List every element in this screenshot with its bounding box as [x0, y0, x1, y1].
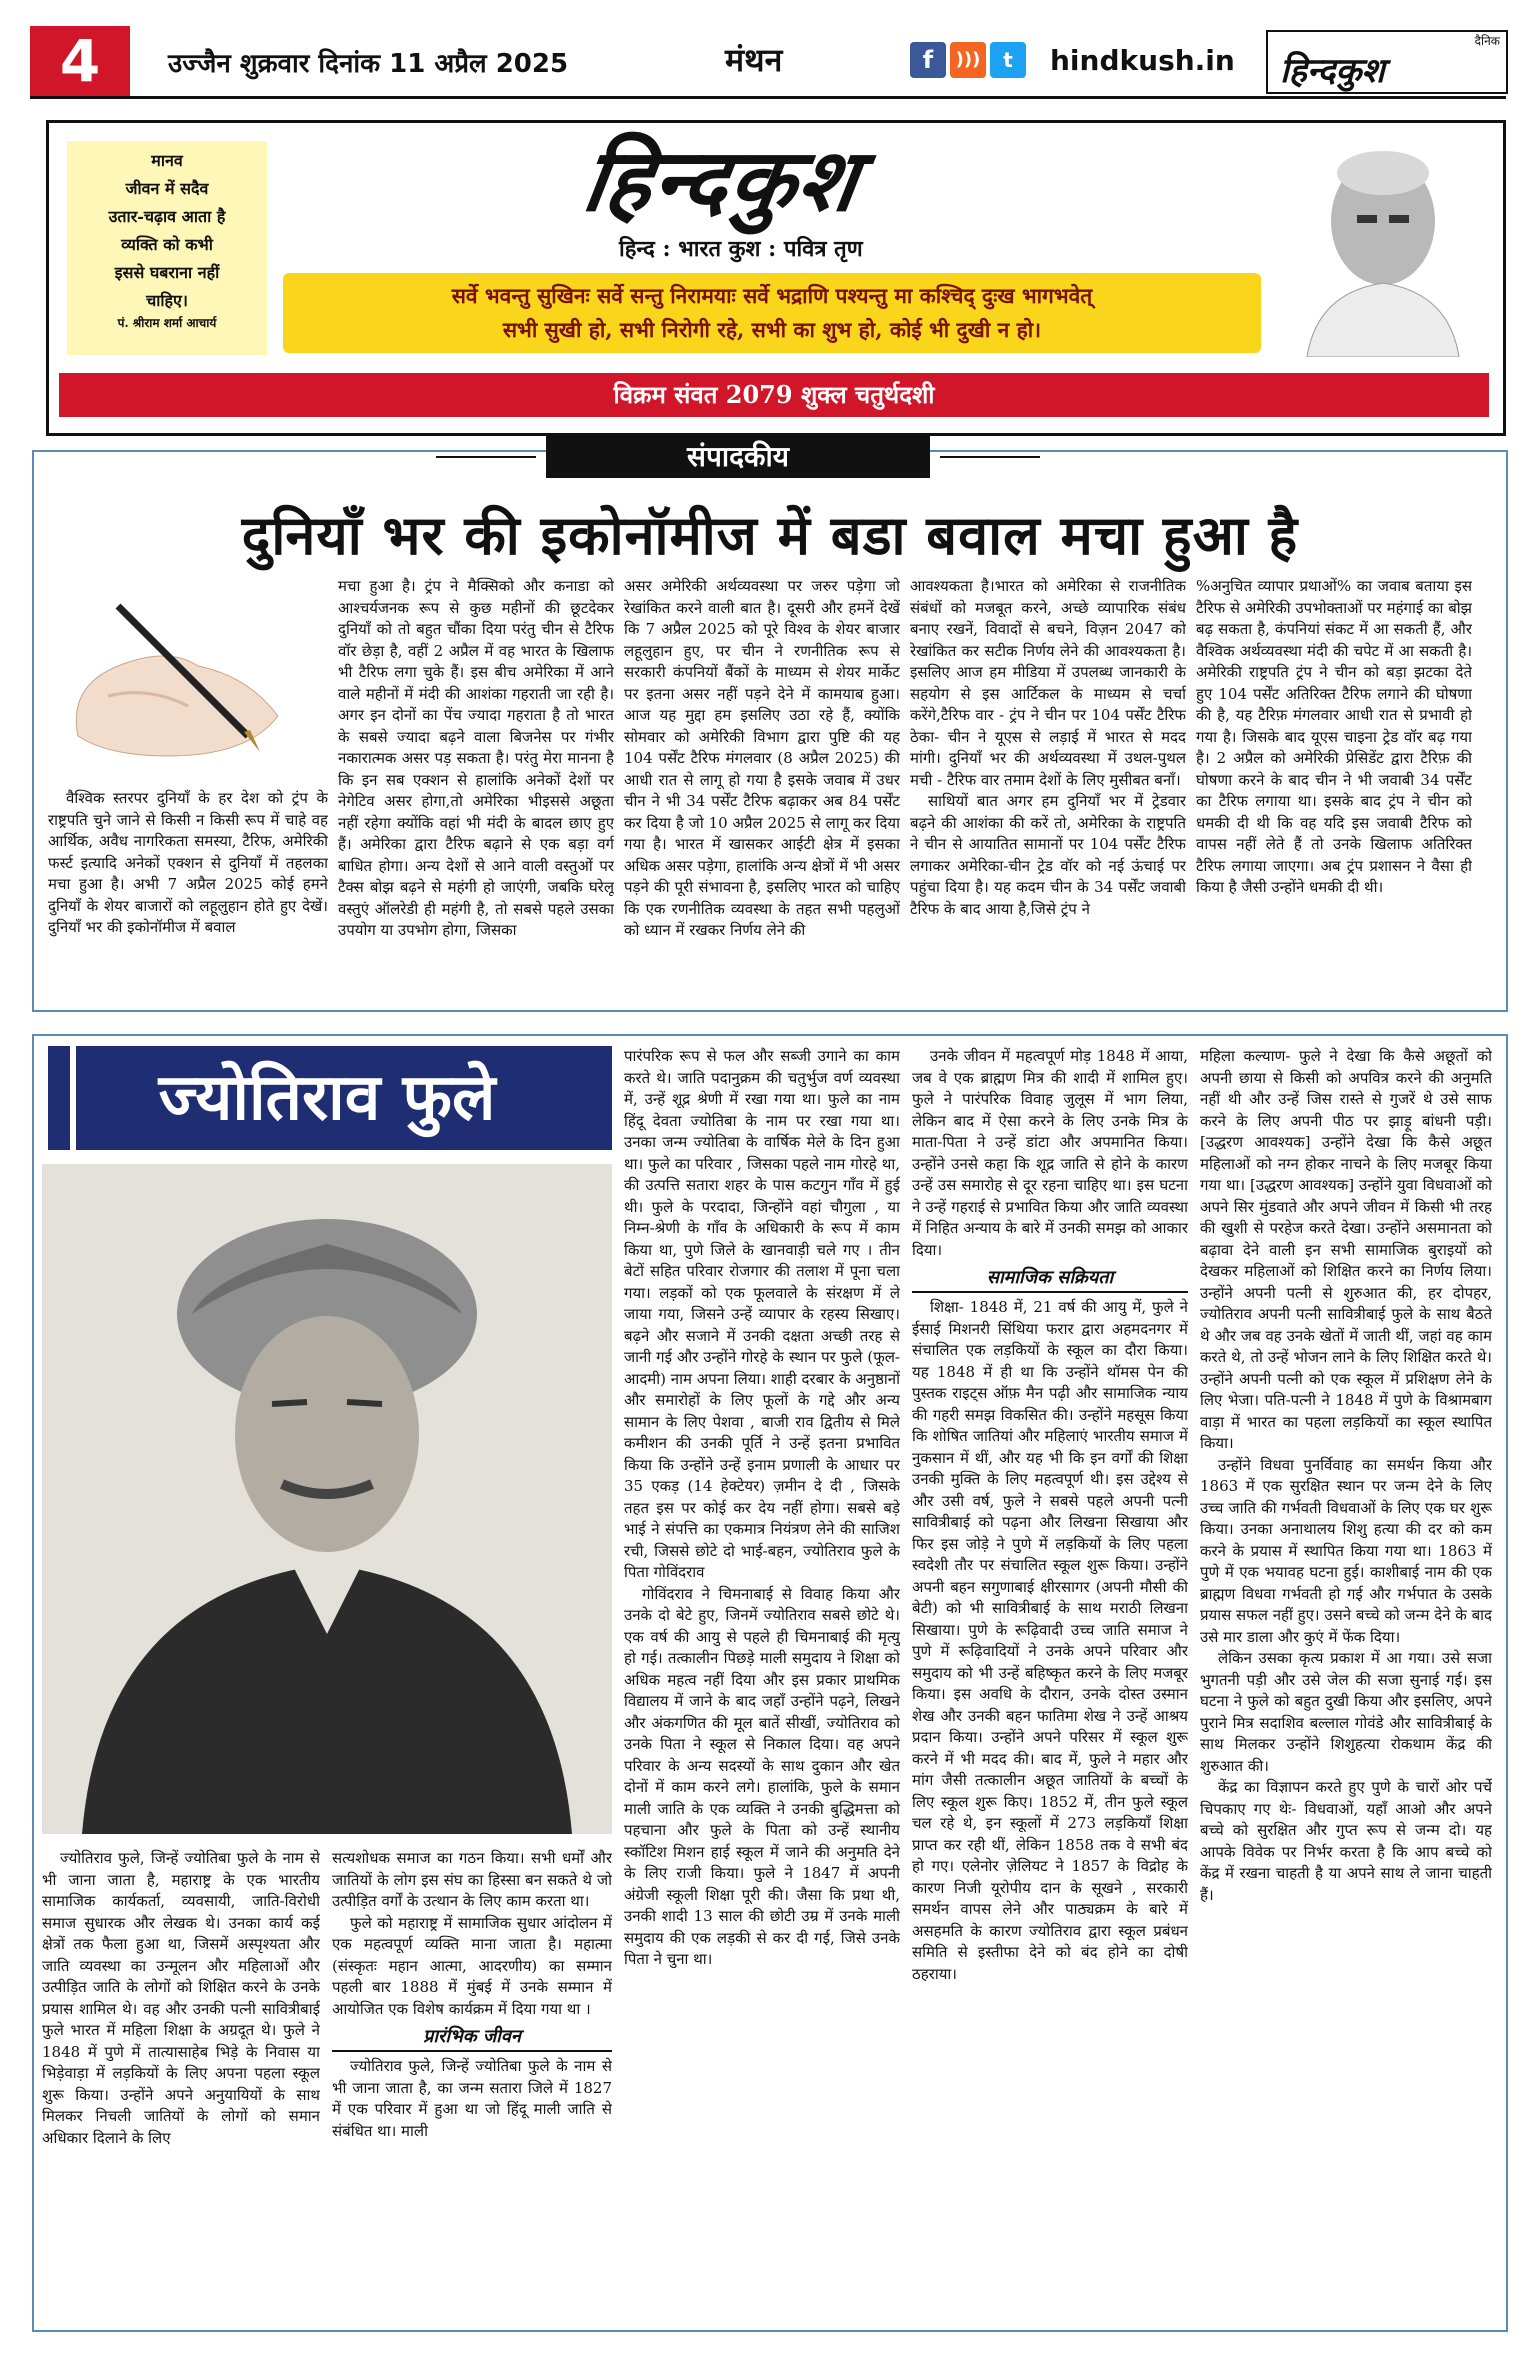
shloka-banner — [283, 273, 1261, 353]
samvat-band: विक्रम संवत 2079 शुक्ल चतुर्थदशी — [59, 373, 1489, 417]
article-col-4 — [912, 1046, 1188, 2324]
paragraph: गोविंदराव ने चिमनाबाई से विवाह किया और उनके दो बेटे हुए, जिनमें ज्योतिराव सबसे छोटे थे। एक वर्ष की आयु से पहले ही चिमनाबाई की मृत्यु हो गई। तत्कालीन पिछड़े माली समुदाय ने शिक्षा को अधिक महत्व नहीं दिया और इस प्रकार प्राथमिक विद्यालय में जाने के बाद जहाँ उन्होंने पढ़ने, लिखने और अंकगणित की मूल बातें सीखीं, ज्योतिराव को उनके पिता ने स्कूल से निकाल दिया। वह अपने परिवार के अन्य सदस्यों के साथ दुकान और खेत दोनों में काम करने लगे। हालांकि, फुले के समान माली जाति के एक व्यक्ति ने उनकी बुद्धिमत्ता को पहचाना और फुले के पिता को उन्हें स्थानीय स्कॉटिश मिशन हाई स्कूल में जाने की अनुमति देने के लिए राजी किया। फुले ने 1847 में अपनी अंग्रेजी स्कूली शिक्षा पूरी की। जैसा कि प्रथा थी, उनकी शादी 13 साल की छोटी उम्र में उनके माली समुदाय की एक लड़की से कर दी गई, जिसे उनके पिता ने चुना था। — [624, 1584, 900, 1968]
article-title-block — [42, 1046, 612, 1150]
quote-line: व्यक्ति को कभी — [121, 235, 213, 254]
paragraph: उन्होंने विधवा पुनर्विवाह का समर्थन किया और 1863 में एक सुरक्षित स्थान पर जन्म देने के लिए उच्च जाति की गर्भवती विधवाओं के लिए एक घर शुरू किया। उनका अनाथालय शिशु हत्या की दर को कम करने के प्रयास में स्थापित किया गया था। 1863 में पुणे में एक भयावह घटना हुई। काशीबाई नाम की एक ब्राह्मण विधवा गर्भवती हो गई और गर्भपात के उसके प्रयास सफल नहीं हुए। उसने बच्चे को जन्म देने के बाद उसे मार डाला और कुएं में फेंक दिया। — [1200, 1455, 1492, 1646]
editorial-col-2 — [338, 576, 614, 1000]
editorial-box — [32, 440, 1508, 1012]
quote-line: चाहिए। — [146, 291, 188, 310]
article-col-3 — [624, 1046, 900, 2324]
quote-line: जीवन में सदैव — [125, 179, 209, 198]
paragraph: फुले को महाराष्ट्र में सामाजिक सुधार आंदोलन में एक महत्वपूर्ण व्यक्ति माना जाता है। महात्मा (संस्कृतः महान आत्मा, आदरणीय) का सम्मान पहली बार 1888 में मुंबई में उनके सम्मान में आयोजित एक विशेष कार्यक्रम में दिया गया था । — [332, 1913, 612, 2018]
section-name: मंथन — [725, 41, 783, 79]
paragraph: आवश्यकता है।भारत को अमेरिका से राजनीतिक संबंधों को मजबूत करने, अच्छे व्यापारिक संबंध बनाए रखनें, विवादों से बचने, विज़न 2047 को रेखांकित कर सटीक निर्णय लेने की आवश्यकता है।इसलिए आज हम मीडिया में उपलब्ध जानकारी के सहयोग से इस आर्टिकल के माध्यम से चर्चा करेंगे,टैरिफ वार - ट्रंप ने चीन पर 104 पर्सेंट टैरिफ ठेका- चीन ने यूएस से लड़ाई में भारत से मदद मांगी। दुनियाँ भर की अर्थव्यवस्था में उथल-पुथल मची - टैरिफ वार तमाम देशों के लिए मुसीबत बनाँ। — [910, 577, 1186, 789]
phule-portrait-photo — [42, 1164, 612, 1834]
paragraph: वैश्विक स्तरपर दुनियाँ के हर देश को ट्रंप के राष्ट्रपति चुने जाने से किसी न किसी रूप में चाहे वह आर्थिक, अवैध नागरिकता समस्या, टैरिफ, अमेरिकी फर्स्ट इत्यादि अनेकों एक्शन से दुनियाँ में तहलका मचा हुआ है। अभी 7 अप्रैल 2025 कोई हमने दुनियाँ के शेयर बाजारों को लहूलुहान होते हुए देखें। दुनियाँ भर की इकोनॉमीज में बवाल — [48, 789, 328, 936]
paragraph: सत्यशोधक समाज का गठन किया। सभी धर्मों और जातियों के लोग इस संघ का हिस्सा बन सकते थे जो उत्पीड़ित वर्गों के उत्थान के लिए काम करता था। — [332, 1849, 612, 1910]
masthead-logo: हिन्दकुश — [576, 130, 866, 231]
page-number: 4 — [30, 26, 130, 96]
subheading-social-activism: सामाजिक सक्रियता — [912, 1265, 1188, 1293]
editorial-headline: दुनियाँ भर की इकोनॉमीज में बडा बवाल मचा हुआ है — [241, 503, 1299, 567]
founder-portrait — [1277, 133, 1489, 357]
paragraph: %अनुचित व्यापार प्रथाओं% का जवाब बताया इस टैरिफ से अमेरिकी उपभोक्ताओं पर महंगाई का बोझ बढ़ सकता है, कंपनियां संकट में आ सकती हैं, और वैश्विक अर्थव्यवस्था मंदी की चपेट में आ सकती है। अमेरिकी राष्ट्रपति ट्रंप ने चीन को बड़ा झटका देते हुए 104 पर्सेंट अतिरिक्त टैरिफ लगाने की घोषणा की है, यह टैरिफ़ मंगलवार आधी रात से प्रभावी हो गया है। जिसके बाद यूएस चाइना ट्रेड वॉर बढ़ गया है। 2 अप्रैल को अमेरिकी प्रेसिडेंट द्वारा टैरिफ़ की घोषणा करने के बाद चीन ने भी जवाबी 34 पर्सेंट का टैरिफ लगाया था। इसके बाद ट्रंप ने चीन को धमकी दी थी कि वह यदि इस जवाबी टैरिफ को वापस नहीं लेते हैं तो उनके खिलाफ अतिरिक्त टैरिफ लगाया जाएगा। अब ट्रंप प्रशासन ने वैसा ही किया है जैसी उन्होंने धमकी दी थी। — [1196, 577, 1472, 896]
quote-line: इससे घबराना नहीं — [114, 263, 220, 282]
dateline: उज्जैन शुक्रवार दिनांक 11 अप्रैल 2025 — [168, 49, 569, 79]
subheading-early-life: प्रारंभिक जीवन — [332, 2024, 612, 2052]
paragraph: ज्योतिराव फुले, जिन्हें ज्योतिबा फुले के नाम से भी जाना जाता है, महाराष्ट्र के एक भारतीय सामाजिक कार्यकर्ता, व्यवसायी, जाति-विरोधी समाज सुधारक और लेखक थे। उनका कार्य कई क्षेत्रों तक फैला हुआ था, जिसमें अस्पृश्यता और जाति व्यवस्था का उन्मूलन और महिलाओं और उत्पीड़ित जाति के लोगों को शिक्षित करने के उनके प्रयास शामिल थे। वह और उनकी पत्नी सावित्रीबाई फुले भारत में महिला शिक्षा के अग्रदूत थे। फुले ने 1848 में पुणे में तात्यासाहेब भिड़े के निवास या भिड़ेवाड़ा में लड़कियों के लिए अपना पहला स्कूल शुरू किया। उन्होंने अपने अनुयायियों के साथ मिलकर निचली जातियों के लोगों को समान अधिकार दिलाने के लिए — [42, 1849, 320, 2147]
editorial-col-3 — [624, 576, 900, 1000]
rss-icon[interactable]: ))) — [950, 42, 986, 78]
article-col-2 — [332, 1848, 612, 2324]
facebook-icon[interactable]: f — [910, 42, 946, 78]
paragraph: उनके जीवन में महत्वपूर्ण मोड़ 1848 में आया, जब वे एक ब्राह्मण मित्र की शादी में शामिल हुए। फुले ने पारंपरिक विवाह जुलूस में भाग लिया, लेकिन बाद में ऐसा करने के लिए उनके मित्र के माता-पिता ने उन्हें डांटा और अपमानित किया। उन्होंने उनसे कहा कि शूद्र जाति से होने के कारण उन्हें उस समारोह से दूर रहना चाहिए था। इस घटना ने उन्हें गहराई से प्रभावित किया और जाति व्यवस्था में निहित अन्याय के बारे में उनकी समझ को आकार दिया। — [912, 1047, 1188, 1259]
masthead-box — [46, 120, 1506, 436]
paragraph: महिला कल्याण- फुले ने देखा कि कैसे अछूतों को अपनी छाया से किसी को अपवित्र करने की अनुमति नहीं थी और उन्हें जिस रास्ते से गुजरें थे उसे साफ करने के लिए अपनी पीठ पर झाड़ू बांधनी पड़ी। [उद्धरण आवश्यक] उन्होंने देखा कि कैसे अछूत महिलाओं को नग्न होकर नाचने के लिए मजबूर किया गया था। [उद्धरण आवश्यक] उन्होंने युवा विधवाओं को अपने सिर मुंडवाते और अपने जीवन में किसी भी तरह की खुशी से परहेज करते देखा। उन्होंने असमानता को बढ़ावा देने वाली इन सभी सामाजिक बुराइयों को देखकर महिलाओं को शिक्षित करने का निर्णय लिया। उन्होंने अपनी पत्नी से शुरुआत की, हर दोपहर, ज्योतिराव अपनी पत्नी सावित्रीबाई फुले के साथ बैठते थे और जब वह उनके खेतों में जाती थीं, जहां वह काम करते थे, तो उन्हें भोजन लाने के लिए शिक्षित करते थे। उन्होंने अपनी पत्नी को एक स्कूल में प्रशिक्षण लेने के लिए भेजा। पति-पत्नी ने 1848 में पुणे के विश्रामबाग वाड़ा में भारत का पहला लड़कियों का स्कूल स्थापित किया। — [1200, 1047, 1492, 1452]
editorial-col-1 — [48, 788, 328, 998]
paragraph: पारंपरिक रूप से फल और सब्जी उगाने का काम करते थे। जाति पदानुक्रम की चतुर्भुज वर्ण व्यवस्था में, उन्हें शूद्र श्रेणी में रखा गया था। फुले का नाम हिंदू देवता ज्योतिबा के नाम पर रखा गया था। उनका जन्म ज्योतिबा के वार्षिक मेले के दिन हुआ था। फुले का परिवार , जिसका पहले नाम गोरहे था, की उत्पत्ति सतारा शहर के पास कटगुन गाँव में हुई थी। फुले के परदादा, जिन्होंने वहां चौगुला , या निम्न-श्रेणी के गाँव के अधिकारी के रूप में काम किया था, पुणे जिले के खानवाड़ी चले गए । तीन बेटों सहित परिवार रोजगार की तलाश में पूना चला गया। लड़कों को एक फूलवाले के संरक्षण में ले जाया गया, जिसने उन्हें व्यापार के रहस्य सिखाए। बढ़ने और सजाने में उनकी दक्षता अच्छी तरह से जानी गई और उन्होंने गोरहे के स्थान पर फुले (फूल-आदमी) नाम अपना लिया। शाही दरबार के अनुष्ठानों और समारोहों के लिए फूलों के गद्दे और अन्य सामान के लिए पेशवा , बाजी राव द्वितीय से मिले कमीशन की उनकी पूर्ति ने उन्हें इतना प्रभावित किया कि उन्होंने उन्हें इनाम प्रणाली के आधार पर 35 एकड़ (14 हेक्टेयर) ज़मीन दे दी , जिसके तहत इस पर कोई कर देय नहीं होगा। सबसे बड़े भाई ने संपत्ति का एकमात्र नियंत्रण लेने की साजिश रची, जिससे छोटे दो भाई-बहन, ज्योतिराव फुले के पिता गोविंदराव — [624, 1047, 900, 1581]
shloka-line: सर्वे भवन्तु सुखिनः सर्वे सन्तु निरामयाः सर्वे भद्राणि पश्यन्तु मा कश्चिद् दुःख भागभवेत् — [451, 283, 1093, 308]
paragraph: साथियों बात अगर हम दुनियाँ भर में ट्रेडवार बढ़ने की आशंका की करें तो, अमेरिका के राष्ट्रपति ने चीन से आयातित सामानों पर 104 पर्सेंट टैरिफ लगाकर अमेरिका-चीन ट्रेड वॉर को नई ऊंचाई पर पहुंचा दिया है। यह कदम चीन के 34 पर्सेंट जवाबी टैरिफ के बाद आया है,जिसे ट्रंप ने — [910, 792, 1186, 918]
twitter-icon[interactable]: t — [990, 42, 1026, 78]
quote-author: पं. श्रीराम शर्मा आचार्य — [117, 316, 217, 330]
small-paper-name: हिन्दकुश — [1280, 51, 1385, 91]
social-icons — [910, 42, 1026, 78]
top-bar — [30, 26, 1506, 99]
editorial-col-5 — [1196, 576, 1472, 1000]
paragraph: असर अमेरिकी अर्थव्यवस्था पर जरुर पड़ेगा जो रेखांकित करने वाली बात है। दूसरी और हमनें देखें कि 7 अप्रैल 2025 को पूरे विश्व के शेयर बाजार लहूलुहान हुए, पर चीन ने रणनीतिक रूप से सरकारी कंपनियों बैंकों के माध्यम से शेयर मार्केट पर इतना असर नहीं पड़ने देने में कामयाब हुआ। आज यह मुद्दा हम इसलिए उठा रहे हैं, क्योंकि सोमवार को अमेरिकी विभाग द्वारा पुष्टि की यह 104 पर्सेंट टैरिफ मंगलवार (8 अप्रैल 2025) की आधी रात से लागू हो गया है इसके जवाब में उधर चीन ने भी 34 पर्सेंट टैरिफ बढ़ाकर अब 84 पर्सेंट कर दिया है जो 10 अप्रैल 2025 से लागू कर दिया गया है। भारत में खासकर आईटी क्षेत्र में इसका अधिक असर पड़ेगा, हालांकि अन्य क्षेत्रों में भी असर पड़ने की पूरी संभावना है, इसलिए भारत को चाहिए कि एक रणनीतिक व्यवस्था के तहत सभी पहलुओं को ध्यान में रखकर निर्णय लेने की — [624, 577, 900, 939]
shloka-translation: सभी सुखी हो, सभी निरोगी रहे, सभी का शुभ हो, कोई भी दुखी न हो। — [502, 317, 1042, 342]
article-col-5 — [1200, 1046, 1492, 2324]
paragraph: मचा हुआ है। ट्रंप ने मैक्सिको और कनाडा को आश्चर्यजनक रूप से कुछ महीनों की छूटदेकर दुनियाँ को तो बहुत चौंका दिया परंतु चीन से टैरिफ वॉर छेड़ा है, वहीं 2 अप्रैल में वह भारत के खिलाफ भी टैरिफ लगा चुके हैं। इस बीच अमेरिका में आने वाले महीनों में मंदी की आशंका गहराती जा रही है। अगर इन दोनों का पेंच ज्यादा गहराता है तो भारत के सबसे ज्यादा बढ़ने वाला बिजनेस पर गंभीर नकारात्मक असर पड़ सकता है। परंतु मेरा मानना है कि इन सब एक्शन से हालांकि अनेकों देशों पर नेगेटिव असर होगा,तो अमेरिका भीइससे अछूता नहीं रहेगा क्योंकि वहां भी मंदी के बादल छाए हुए हैं। अमेरिका द्वारा टैरिफ बढ़ाने से एक बड़ा वर्ग बाधित होगा। अन्य देशों से आने वाली वस्तुओं पर टैक्स बोझ बढ़ने से महंगी हो जाएंगी, जबकि घरेलू वस्तुएं ऑलरेडी ही महंगी है, तो सबसे पहले उसका उपयोग या उपभोग होगा, जिसका — [338, 577, 614, 939]
article-col-1 — [42, 1848, 320, 2324]
editorial-col-4 — [910, 576, 1186, 1000]
article-box — [32, 1034, 1508, 2332]
article-title: ज्योतिराव फुले — [158, 1060, 496, 1135]
small-masthead — [1266, 30, 1508, 94]
editorial-label: संपादकीय — [546, 436, 930, 478]
site-link[interactable]: hindkush.in — [1050, 44, 1235, 77]
daily-tag: दैनिक — [1474, 34, 1500, 48]
paragraph: शिक्षा- 1848 में, 21 वर्ष की आयु में, फुले ने ईसाई मिशनरी सिंथिया फरार द्वारा अहमदनगर में संचालित एक लड़कियों के स्कूल का दौरा किया। यह 1848 में ही था कि उन्होंने थॉमस पेन की पुस्तक राइट्स ऑफ़ मैन पढ़ी और सामाजिक न्याय की गहरी समझ विकसित की। उन्होंने महसूस किया कि शोषित जातियां और महिलाएं भारतीय समाज में नुकसान में थीं, और यह भी कि इन वर्गों की शिक्षा उनकी मुक्ति के लिए महत्वपूर्ण थी। इस उद्देश्य से और उसी वर्ष, फुले ने सबसे पहले अपनी पत्नी सावित्रीबाई को पढ़ना और लिखना सिखाया और फिर इस जोड़े ने पुणे में लड़कियों के लिए पहला स्वदेशी तौर पर संचालित स्कूल शुरू किया। उन्होंने अपनी बहन सगुणाबाई क्षीरसागर (अपनी मौसी की बेटी) को भी सावित्रीबाई के साथ मराठी लिखना सिखाया। पुणे के रूढ़िवादी उच्च जाति समाज ने पुणे में रूढ़िवादियों ने उनके अपने परिवार और समुदाय को भी उन्हें बहिष्कृत करने के लिए मजबूर किया। इस अवधि के दौरान, उनके दोस्त उस्मान शेख और उनकी बहन फातिमा शेख ने उन्हें आश्रय प्रदान किया। उन्होंने अपने परिसर में स्कूल शुरू करने में भी मदद की। बाद में, फुले ने महार और मांग जैसी तत्कालीन अछूत जातियों के बच्चों के लिए स्कूल शुरू किए। 1852 में, तीन फुले स्कूल चल रहे थे, इन स्कूलों में 273 लड़कियाँ शिक्षा प्राप्त कर रही थीं, लेकिन 1858 तक वे सभी बंद हो गए। एलेनोर ज़ेलियट ने 1857 के विद्रोह के कारण निजी यूरोपीय दान के सूखने , सरकारी समर्थन वापस लेने और पाठ्यक्रम के बारे में असहमति के कारण ज्योतिराव द्वारा स्कूल प्रबंधन समिति से इस्तीफा देने को बंद होने का दोषी ठहराया। — [912, 1298, 1188, 1983]
quote-box — [67, 141, 267, 355]
quote-line: मानव — [151, 151, 183, 170]
paragraph: ज्योतिराव फुले, जिन्हें ज्योतिबा फुले के नाम से भी जाना जाता है, का जन्म सतारा जिले में 1827 में एक परिवार में हुआ था जो हिंदू माली जाति से संबंधित था। माली — [332, 2057, 612, 2140]
paragraph: लेकिन उसका कृत्य प्रकाश में आ गया। उसे सजा भुगतनी पड़ी और उसे जेल की सजा सुनाई गई। इस घटना ने फुले को बहुत दुखी किया और इसलिए, अपने पुराने मित्र सदाशिव बल्लाल गोवंडे और सावित्रीबाई के साथ मिलकर उन्होंने शिशुहत्या रोकथाम केंद्र की शुरुआत की। — [1200, 1649, 1492, 1775]
pen-hand-illustration — [48, 586, 328, 766]
quote-line: उतार-चढ़ाव आता है — [108, 207, 226, 226]
logo-meaning: हिन्द : भारत कुश : पवित्र तृण — [619, 236, 863, 262]
paragraph: केंद्र का विज्ञापन करते हुए पुणे के चारों ओर पर्चे चिपकाए गए थेः- विधवाओं, यहाँ आओ और अपने बच्चे को सुरक्षित और गुप्त रूप से जन्म दो। यह आपके विवेक पर निर्भर करता है कि आप बच्चे को केंद्र में रखना चाहती है या अपने साथ ले जाना चाहती हैं। — [1200, 1778, 1492, 1904]
